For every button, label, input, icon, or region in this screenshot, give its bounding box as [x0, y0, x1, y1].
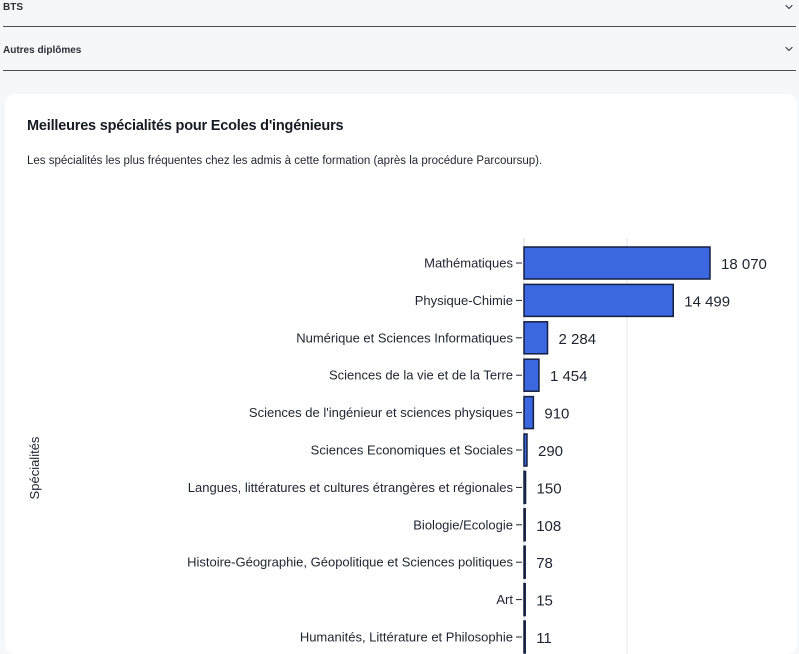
bar	[524, 546, 525, 578]
bar	[524, 322, 548, 354]
accordion-autres-diplomes[interactable]	[3, 27, 796, 71]
bar	[524, 359, 539, 391]
bar	[524, 284, 673, 316]
bar	[524, 509, 525, 541]
data-label: 2 284	[558, 330, 597, 348]
y-tick-label: Physique-Chimie	[414, 292, 513, 308]
bar	[524, 397, 533, 429]
y-tick-label: Langues, littératures et cultures étrangères et régionales	[187, 479, 513, 495]
bar	[524, 584, 525, 616]
y-tick-label: Sciences Economiques et Sociales	[310, 442, 513, 458]
data-label: 11	[536, 630, 552, 647]
card-description: Les spécialités les plus fréquentes chez les admis à cette formation (après la procédure Parcoursup).	[27, 155, 543, 167]
bar	[524, 471, 526, 503]
specialites-bar-chart	[5, 94, 797, 647]
bar	[524, 247, 710, 279]
accordion-label: Autres diplômes	[3, 45, 82, 56]
data-label: 1 454	[549, 368, 588, 386]
data-label: 290	[537, 443, 564, 460]
data-label: 18 070	[721, 256, 767, 273]
y-tick-label: Mathématiques	[424, 255, 513, 271]
bar	[524, 434, 527, 466]
card-title: Meilleures spécialités pour Ecoles d'ingénieurs	[27, 118, 344, 134]
data-label: 15	[536, 592, 553, 610]
data-label: 14 499	[684, 293, 731, 311]
accordion-bts[interactable]	[3, 0, 796, 27]
chevron-down-icon[interactable]	[784, 2, 794, 12]
y-tick-label: Art	[496, 592, 513, 608]
data-label: 150	[536, 480, 562, 498]
y-tick-label: Sciences de la vie et de la Terre	[328, 367, 513, 383]
y-tick-label: Sciences de l'ingénieur et sciences physiques	[248, 405, 513, 421]
y-tick-label: Humanités, Littérature et Philosophie	[299, 629, 513, 645]
chevron-down-icon[interactable]	[784, 44, 794, 54]
y-tick-label: Biologie/Ecologie	[413, 517, 513, 533]
y-axis-label: Spécialités	[27, 436, 42, 500]
data-label: 910	[544, 405, 570, 423]
accordion-label: BTS	[3, 2, 23, 13]
y-tick-label: Numérique et Sciences Informatiques	[296, 330, 513, 346]
y-tick-label: Histoire-Géographie, Géopolitique et Sciences politiques	[187, 554, 513, 570]
specialites-card	[5, 94, 797, 654]
data-label: 78	[536, 555, 553, 573]
bar	[524, 621, 525, 653]
data-label: 108	[536, 517, 562, 535]
